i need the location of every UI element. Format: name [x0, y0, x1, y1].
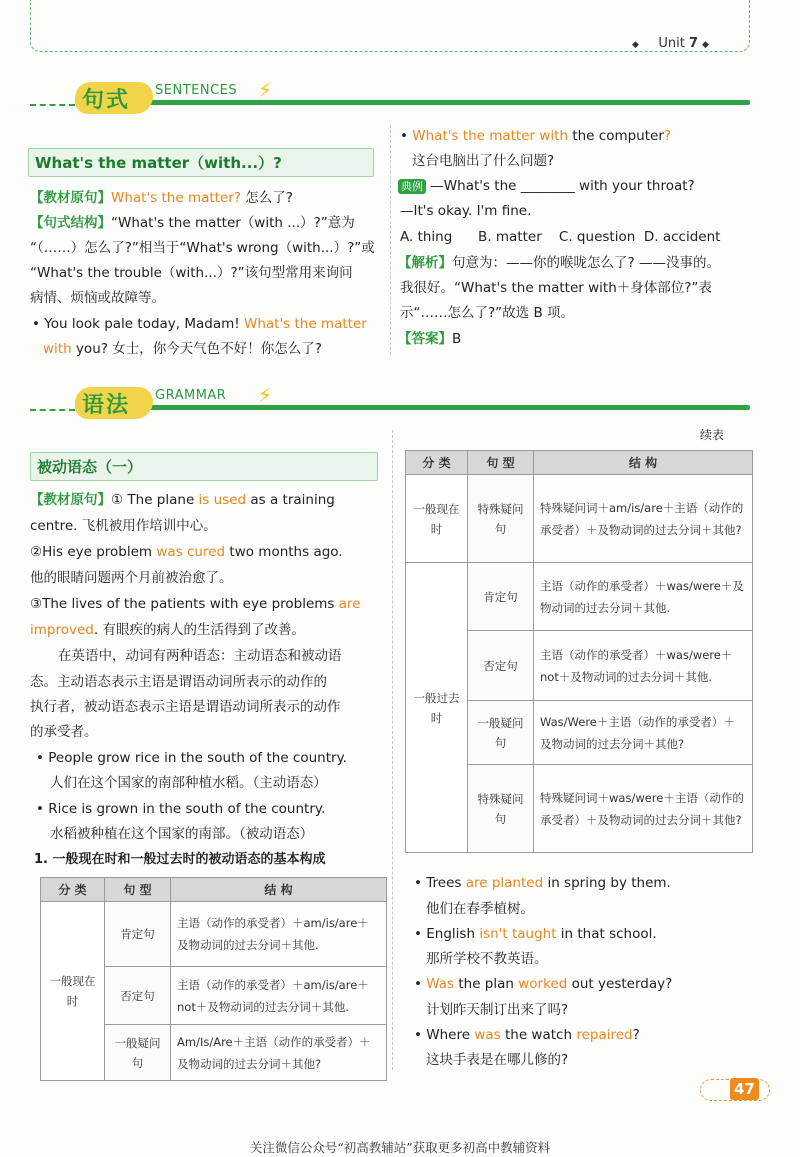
para-line-4: 的承受者。: [30, 724, 98, 740]
banner-dashed-line: [30, 409, 75, 411]
right-example: [400, 124, 760, 149]
example-a-cn: 人们在这个国家的南部种植水稻。（主动语态）: [50, 775, 327, 791]
runner-icon: ⚡: [258, 383, 273, 407]
table-structure: Was/Were＋主语（动作的承受者）＋及物动词的过去分词＋其他?: [534, 701, 753, 765]
page-number: 47: [730, 1078, 759, 1100]
example-highlight: What's the matter with: [412, 128, 569, 144]
sentence-highlight: is used: [198, 492, 247, 508]
example-text: in spring by them.: [543, 875, 671, 891]
table-structure: 主语（动作的承受者）＋am/is/are＋及物动词的过去分词＋其他.: [171, 902, 387, 967]
table-structure: Am/Is/Are＋主语（动作的承受者）＋及物动词的过去分词＋其他?: [171, 1025, 387, 1081]
example-text: You look pale today, Madam!: [44, 316, 244, 332]
answer-label: 【答案】: [398, 331, 452, 347]
diamond-icon: ◆: [702, 40, 709, 50]
table-structure: 特殊疑问词＋am/is/are＋主语（动作的承受者）＋及物动词的过去分词＋其他?: [534, 475, 753, 563]
example-text: out yesterday?: [567, 976, 673, 992]
table-header: 句 型: [105, 878, 171, 902]
analysis-line-1: [398, 251, 754, 276]
structure-text: “What's the matter（with ...）?”意为: [111, 215, 355, 231]
structure-label: 【句式结构】: [30, 215, 111, 231]
origin-label: 【教材原句】: [30, 190, 111, 206]
grammar-s3-line-2: [30, 618, 382, 643]
table-structure: 主语（动作的承受者）＋am/is/are＋not＋及物动词的过去分词＋其他.: [171, 967, 387, 1025]
example-text: you? 女士，你今天气色不好！你怎么了?: [71, 341, 322, 357]
table-row: [406, 563, 753, 631]
right-example-2-cn: 那所学校不教英语。: [426, 951, 548, 967]
origin-label: 【教材原句】: [30, 492, 111, 508]
example-text: English: [426, 926, 480, 942]
example-highlight: What's the matter: [243, 316, 367, 332]
analysis-label: 【解析】: [398, 255, 452, 271]
table-sentence-type: 一般疑问句: [468, 701, 534, 765]
table-header: 句 型: [468, 451, 534, 475]
structure-line-1: [30, 211, 380, 236]
origin-en: What's the matter?: [111, 190, 241, 206]
table-structure: 主语（动作的承受者）＋was/were＋及物动词的过去分词＋其他.: [534, 563, 753, 631]
example-text: in that school.: [556, 926, 657, 942]
analysis-line-2: 我很好。“What's the matter with＋身体部位?”表: [400, 280, 712, 296]
answer-value: B: [452, 331, 462, 347]
sentence-highlight: are: [338, 596, 361, 612]
sentence-highlight: was cured: [156, 544, 226, 560]
table-sentence-type: 肯定句: [105, 902, 171, 967]
options: A. thing B. matter C. question D. accident: [400, 229, 721, 245]
table-sentence-type: 否定句: [468, 631, 534, 701]
page-number-badge: [700, 1075, 790, 1105]
example-b-en: • Rice is grown in the south of the country.: [36, 797, 386, 822]
table-sentence-type: 否定句: [105, 967, 171, 1025]
example-text: the computer: [568, 128, 664, 144]
sentence-text: . 有眼疾的病人的生活得到了改善。: [93, 622, 305, 638]
sentence-box-title: What's the matter（with...）?: [28, 148, 374, 177]
grammar-table-2: [405, 450, 753, 853]
example-highlight: ?: [663, 128, 672, 144]
sentence-text: ③The lives of the patients with eye problems: [30, 596, 339, 612]
example-text: Where: [426, 1027, 475, 1043]
example-b-cn: 水稻被种植在这个国家的南部。（被动语态）: [50, 826, 314, 842]
typical-answer: —It's okay. I'm fine.: [400, 203, 532, 219]
example-1-line-2: [43, 337, 383, 362]
unit-label: [652, 36, 704, 51]
banner-title: 语法: [82, 393, 131, 418]
banner-english: SENTENCES: [155, 83, 238, 98]
typical-text: —What's the ________ with your throat?: [430, 178, 695, 194]
answer-line: [398, 327, 754, 352]
grammar-banner: [30, 385, 750, 425]
example-1-line-1: [32, 312, 382, 337]
table-header: 结 构: [534, 451, 753, 475]
table-sentence-type: 特殊疑问句: [468, 475, 534, 563]
example-highlight: was: [474, 1027, 501, 1043]
unit-text: Unit: [658, 36, 685, 51]
table-row: [41, 902, 387, 967]
sentence-text: as a training: [246, 492, 335, 508]
right-example-4: [414, 1023, 754, 1048]
grammar-table-1: [40, 877, 387, 1081]
table-header: 分 类: [41, 878, 105, 902]
sentence-highlight: improved: [30, 622, 94, 638]
table-header: 结 构: [171, 878, 387, 902]
footer-watermark: 关注微信公众号“初高教辅站”获取更多初高中教辅资料: [249, 1140, 551, 1155]
example-highlight: are planted: [465, 875, 544, 891]
table-row: [406, 475, 753, 563]
unit-number: 7: [688, 36, 698, 51]
para-line-3: 执行者，被动语态表示主语是谓语动词所表示的动作: [30, 699, 341, 715]
sentence-origin: [30, 186, 380, 211]
column-divider: [390, 125, 391, 355]
table-category: 一般过去时: [406, 563, 468, 853]
table-category: 一般现在时: [41, 902, 105, 1081]
table-structure: 主语（动作的承受者）＋was/were＋not＋及物动词的过去分词＋其他.: [534, 631, 753, 701]
grammar-s1-line-2: centre. 飞机被用作培训中心。: [30, 518, 217, 534]
section-1-heading: 1. 一般现在时和一般过去时的被动语态的基本构成: [34, 852, 326, 867]
grammar-s2: [30, 540, 382, 565]
example-highlight: isn't taught: [479, 926, 557, 942]
example-text: Trees: [426, 875, 466, 891]
example-highlight: worked: [518, 976, 568, 992]
sentences-banner: [30, 80, 750, 120]
grammar-box-title: 被动语态（一）: [30, 452, 378, 481]
right-example-4-cn: 这块手表是在哪儿修的?: [426, 1052, 569, 1068]
diamond-icon: ◆: [632, 40, 639, 50]
banner-bar: [140, 405, 750, 410]
sentence-text: ① The plane: [111, 492, 199, 508]
table-header-row: [406, 451, 753, 475]
right-example-3: [414, 972, 754, 997]
column-divider: [392, 430, 393, 1070]
structure-line-3: “What's the trouble（with...）?”该句型常用来询问: [30, 265, 353, 281]
example-highlight: with: [43, 341, 72, 357]
example-highlight: Was: [426, 976, 455, 992]
structure-line-4: 病情、烦恼或故障等。: [30, 290, 165, 306]
para-line-1: 在英语中，动词有两种语态：主动语态和被动语: [58, 648, 342, 664]
sentence-text: ②His eye problem: [30, 544, 157, 560]
grammar-s1-line-1: [30, 488, 382, 513]
right-example-3-cn: 计划昨天制订出来了吗?: [426, 1002, 569, 1018]
typical-question: [398, 174, 754, 199]
right-example-1: [414, 871, 754, 896]
sentence-text: two months ago.: [225, 544, 343, 560]
table-header-row: [41, 878, 387, 902]
example-text: ?: [632, 1027, 640, 1043]
table-sentence-type: 特殊疑问句: [468, 765, 534, 853]
top-header-frame: [30, 0, 750, 52]
right-example-1-cn: 他们在春季植树。: [426, 901, 534, 917]
banner-title: 句式: [82, 88, 131, 113]
para-line-2: 态。主动语态表示主语是谓语动词所表示的动作的: [30, 674, 327, 690]
continued-label: 续表: [700, 428, 725, 442]
origin-cn: 怎么了?: [245, 190, 293, 206]
table-sentence-type: 肯定句: [468, 563, 534, 631]
example-text: the plan: [454, 976, 519, 992]
example-text: the watch: [500, 1027, 577, 1043]
structure-line-2: “（……）怎么了?”相当于“What's wrong（with...）?”或: [30, 240, 375, 256]
banner-dashed-line: [30, 104, 75, 106]
runner-icon: ⚡: [258, 78, 273, 102]
right-example-cn: 这台电脑出了什么问题?: [412, 153, 555, 169]
analysis-line-3: 示“……怎么了?”故选 B 项。: [400, 305, 574, 321]
table-structure: 特殊疑问词＋was/were＋主语（动作的承受者）＋及物动词的过去分词＋其他?: [534, 765, 753, 853]
banner-english: GRAMMAR: [155, 388, 227, 403]
example-highlight: repaired: [576, 1027, 633, 1043]
analysis-text: 句意为：——你的喉咙怎么了? ——没事的。: [452, 255, 720, 271]
table-sentence-type: 一般疑问句: [105, 1025, 171, 1081]
table-header: 分 类: [406, 451, 468, 475]
right-example-2: [414, 922, 754, 947]
grammar-s2-cn: 他的眼睛问题两个月前被治愈了。: [30, 570, 233, 586]
example-a-en: • People grow rice in the south of the country.: [36, 746, 386, 771]
typical-badge: 典例: [398, 179, 426, 194]
grammar-s3-line-1: [30, 592, 382, 617]
banner-bar: [140, 100, 750, 105]
table-category: 一般现在时: [406, 475, 468, 563]
